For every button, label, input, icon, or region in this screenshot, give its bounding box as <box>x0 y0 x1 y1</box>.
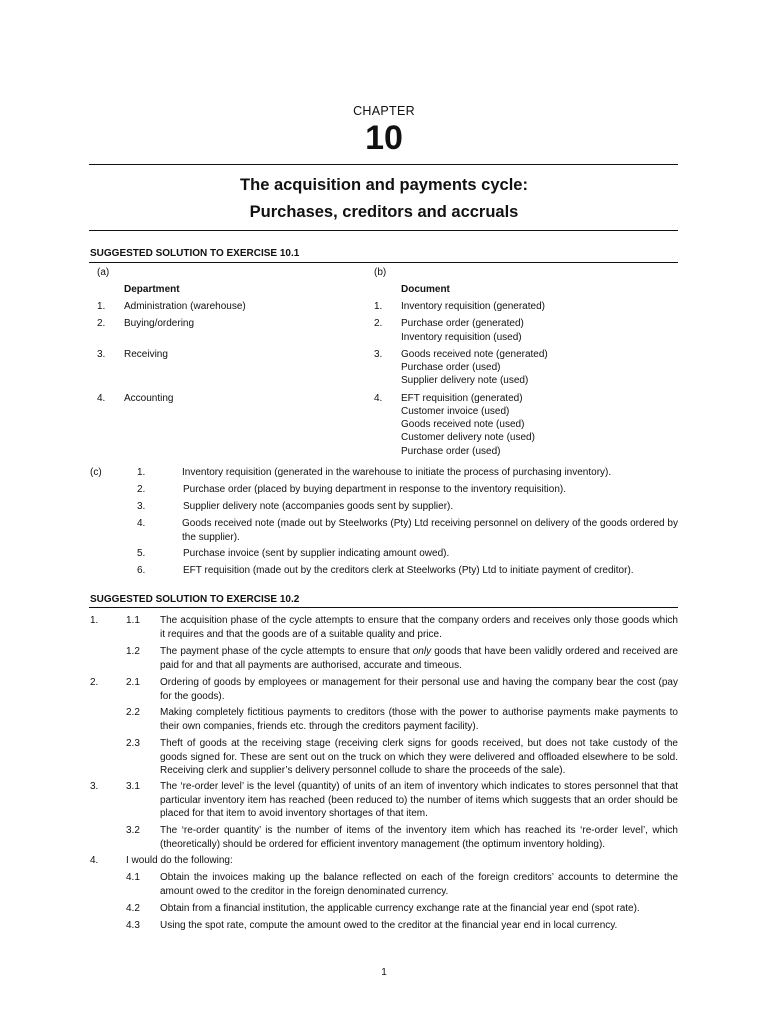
answer-text: The ‘re-order quantity’ is the number of items of the inventory item which has reached its ‘re-order level’, which (theoretically) should be ordered for efficient inventory management (the optimum inventory holding). <box>160 825 678 850</box>
department-name: Administration (warehouse) <box>124 301 246 312</box>
document-line: Goods received note (generated) <box>401 349 548 360</box>
department-column-header: Department <box>124 284 180 295</box>
chapter-label: CHAPTER <box>353 104 415 118</box>
chapter-title-line2: Purchases, creditors and accruals <box>249 203 519 221</box>
subquestion-number: 1.1 <box>126 615 140 626</box>
question-number: 4. <box>90 855 99 866</box>
answer-text: The ‘re-order level’ is the level (quantity) of units of an item of inventory which indicates to stores personnel that that particular inventory item has reached (been reduced to) the number of items which suggests that an order should be placed for that item to avoid inventory shortages of that item. <box>160 781 678 819</box>
answer-text: Theft of goods at the receiving stage (receiving clerk signs for goods received, but does not take custody of the goods signed for. These are sent out on the truck on which they were delivered and offloaded elsewhere to be sold. Receiving clerk and supplier’s delivery personnel collude to share the proceeds of the sale). <box>160 738 678 776</box>
department-name: Accounting <box>124 393 174 404</box>
department-row-number: 1. <box>97 301 106 312</box>
question-intro: I would do the following: <box>126 855 233 866</box>
question-number: 3. <box>90 781 99 792</box>
emphasis-only: only <box>412 646 432 657</box>
chapter-number: 10 <box>365 119 403 157</box>
part-c-label: (c) <box>90 467 102 478</box>
sequence-text: Purchase invoice (sent by supplier indicating amount owed). <box>183 548 450 559</box>
sequence-number: 3. <box>137 501 146 512</box>
exercise-10-1-heading: SUGGESTED SOLUTION TO EXERCISE 10.1 <box>90 248 300 259</box>
sequence-number: 4. <box>137 518 146 529</box>
answer-text: Obtain from a financial institution, the applicable currency exchange rate at the financial year end (spot rate). <box>160 903 640 914</box>
chapter-title-line1: The acquisition and payments cycle: <box>240 176 528 194</box>
subquestion-number: 2.2 <box>126 707 140 718</box>
subquestion-number: 4.1 <box>126 872 140 883</box>
sequence-text: Supplier delivery note (accompanies goods sent by supplier). <box>183 501 454 512</box>
department-row-number: 2. <box>97 318 106 329</box>
document-row-number: 2. <box>374 318 383 329</box>
header-bottom-rule <box>89 230 678 231</box>
document-line: Goods received note (used) <box>401 419 525 430</box>
answer-text: The acquisition phase of the cycle attempts to ensure that the company orders and receives only those goods which it requires and that the goods are of a suitable quality and price. <box>160 615 678 640</box>
sequence-text: Goods received note (made out by Steelworks (Pty) Ltd receiving personnel on delivery of the goods ordered by the supplier). <box>182 518 678 543</box>
document-line: Purchase order (used) <box>401 446 501 457</box>
department-name: Receiving <box>124 349 168 360</box>
document-line: Customer invoice (used) <box>401 406 510 417</box>
document-line: EFT requisition (generated) <box>401 393 523 404</box>
part-b-label: (b) <box>374 267 387 278</box>
document-row-number: 3. <box>374 349 383 360</box>
document-row-number: 4. <box>374 393 383 404</box>
sequence-text: Inventory requisition (generated in the warehouse to initiate the process of purchasing inventory). <box>182 467 612 478</box>
subquestion-number: 4.2 <box>126 903 140 914</box>
document-line: Customer delivery note (used) <box>401 432 535 443</box>
document-line: Inventory requisition (used) <box>401 332 522 343</box>
exercise-10-2-heading: SUGGESTED SOLUTION TO EXERCISE 10.2 <box>90 594 300 605</box>
subquestion-number: 3.2 <box>126 825 140 836</box>
exercise-10-2-rule <box>89 607 678 608</box>
part-a-label: (a) <box>97 267 110 278</box>
answer-text: The payment phase of the cycle attempts to ensure that only goods that have been validly ordered and received are paid for and that all payments are authorised, accurate and timeous. <box>160 646 678 671</box>
subquestion-number: 2.3 <box>126 738 140 749</box>
document-line: Inventory requisition (generated) <box>401 301 545 312</box>
subquestion-number: 1.2 <box>126 646 140 657</box>
sequence-number: 5. <box>137 548 146 559</box>
document-line: Supplier delivery note (used) <box>401 375 529 386</box>
document-column-header: Document <box>401 284 450 295</box>
subquestion-number: 4.3 <box>126 920 140 931</box>
department-row-number: 3. <box>97 349 106 360</box>
sequence-number: 2. <box>137 484 146 495</box>
sequence-text: Purchase order (placed by buying department in response to the inventory requisition). <box>183 484 566 495</box>
subquestion-number: 3.1 <box>126 781 140 792</box>
document-row-number: 1. <box>374 301 383 312</box>
header-top-rule <box>89 164 678 165</box>
subquestion-number: 2.1 <box>126 677 140 688</box>
document-line: Purchase order (used) <box>401 362 501 373</box>
document-line: Purchase order (generated) <box>401 318 524 329</box>
answer-text: Obtain the invoices making up the balance reflected on each of the foreign creditors’ accounts to determine the amount owed to the creditor in the foreign denominated currency. <box>160 872 678 897</box>
page-number: 1 <box>381 967 387 978</box>
question-number: 2. <box>90 677 99 688</box>
question-number: 1. <box>90 615 99 626</box>
department-row-number: 4. <box>97 393 106 404</box>
sequence-number: 6. <box>137 565 146 576</box>
department-name: Buying/ordering <box>124 318 195 329</box>
answer-text: Making completely fictitious payments to creditors (those with the power to authorise payments make payments to their own companies, friends etc. through the creditors payment facility). <box>160 707 678 732</box>
exercise-10-1-rule <box>89 262 678 263</box>
sequence-text: EFT requisition (made out by the creditors clerk at Steelworks (Pty) Ltd to initiate payment of creditor). <box>183 565 634 576</box>
answer-text: Using the spot rate, compute the amount owed to the creditor at the financial year end in local currency. <box>160 920 618 931</box>
sequence-number: 1. <box>137 467 146 478</box>
answer-text: Ordering of goods by employees or management for their personal use and having the company bear the cost (pay for the goods). <box>160 677 678 702</box>
